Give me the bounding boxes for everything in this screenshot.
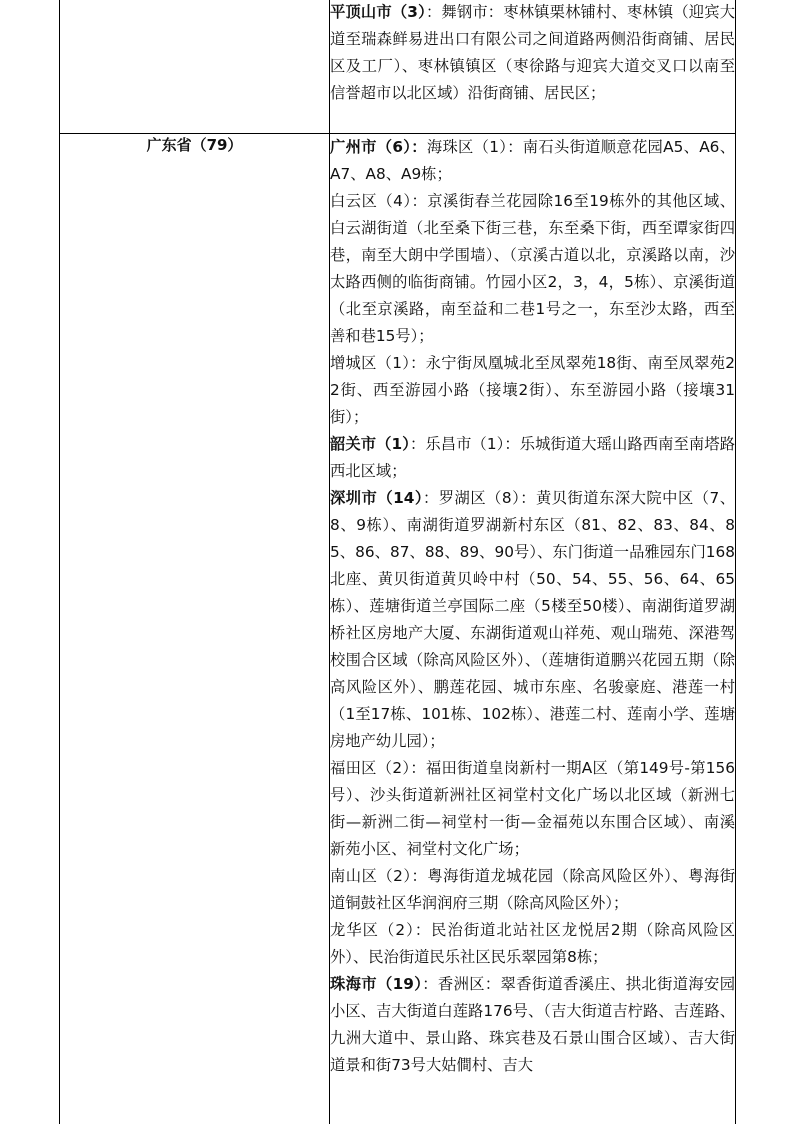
area-list: ：罗湖区（8）：黄贝街道东深大院中区（7、8、9栋）、南湖街道罗湖新村东区（81、82、83、84、85、86、87、88、89、90号）、东门街道一品雅园东门168北座、黄贝街道黄贝岭中村（50、54、55、56、64、65栋）、莲塘街道兰亭国际二座（5楼至50楼）、南湖街道罗湖桥社区房地产大厦、东湖街道观山祥苑、观山瑞苑、深港驾校围合区域（除高风险区外）、（莲塘街道鹏兴花园五期（除高风险区外）、鹏莲花园、城市东座、名骏豪庭、港莲一村（1至17栋、101栋、102栋）、港莲二村、莲南小学、莲塘房地产幼儿园）； xyxy=(330,489,735,750)
area-list: 南山区（2）：粤海街道龙城花园（除高风险区外）、粤海街道铜鼓社区华润润府三期（除高风险区外）； xyxy=(330,867,735,912)
content-cell xyxy=(330,134,736,1124)
entry-paragraph xyxy=(330,350,735,431)
entry-paragraph xyxy=(330,755,735,863)
area-list: ：香洲区：翠香街道香溪庄、拱北街道海安园小区、吉大街道白莲路176号、（吉大街道吉柠路、吉莲路、九洲大道中、景山路、珠宾巷及石景山围合区域）、吉大街道景和街73号大姑僴村、吉大 xyxy=(330,975,735,1074)
city-name: 广州市（6）： xyxy=(330,138,427,156)
entry-paragraph xyxy=(330,134,735,188)
city-name: 平顶山市（3） xyxy=(330,3,426,21)
city-name: 韶关市（1） xyxy=(330,435,410,453)
entry-paragraph xyxy=(330,917,735,971)
entry-paragraph xyxy=(330,971,735,1079)
area-list: ：舞钢市：枣林镇栗林铺村、枣林镇（迎宾大道至瑞森鲜易进出口有限公司之间道路两侧沿街商铺、居民区及工厂）、枣林镇镇区（枣徐路与迎宾大道交叉口以南至信誉超市以北区域）沿街商铺、居民区； xyxy=(330,3,735,102)
province-cell xyxy=(60,0,330,134)
area-list: 福田区（2）：福田街道皇岗新村一期A区（第149号-第156号）、沙头街道新洲社区祠堂村文化广场以北区域（新洲七街—新洲二街—祠堂村一街—金福苑以东围合区域）、南溪新苑小区、祠堂村文化广场； xyxy=(330,759,735,858)
entry-paragraph xyxy=(330,485,735,755)
area-list: 增城区（1）：永宁街凤凰城北至凤翠苑18街、南至凤翠苑22街、西至游园小路（接壤2街）、东至游园小路（接壤31街）； xyxy=(330,354,735,426)
entry-paragraph xyxy=(330,863,735,917)
entry-paragraph xyxy=(330,431,735,485)
risk-area-table xyxy=(59,0,736,1124)
table-row xyxy=(60,134,736,1124)
province-cell: 广东省（79） xyxy=(60,134,330,1124)
table-row xyxy=(60,0,736,134)
city-name: 深圳市（14） xyxy=(330,489,423,507)
area-list: ：乐昌市（1）：乐城街道大瑶山路西南至南塔路西北区域； xyxy=(330,435,735,480)
entry-paragraph xyxy=(330,0,735,107)
area-list: 龙华区（2）：民治街道北站社区龙悦居2期（除高风险区外）、民治街道民乐社区民乐翠园第8栋； xyxy=(330,921,735,966)
content-cell xyxy=(330,0,736,134)
entry-paragraph xyxy=(330,188,735,350)
area-list: 海珠区（1）：南石头街道顺意花园A5、A6、A7、A8、A9栋； xyxy=(330,138,735,183)
area-list: 白云区（4）：京溪街春兰花园除16至19栋外的其他区域、白云湖街道（北至桑下街三巷，东至桑下街，西至谭家街四巷，南至大朗中学围墙）、（京溪古道以北，京溪路以南，沙太路西侧的临街商铺。竹园小区2，3，4，5栋）、京溪街道（北至京溪路，南至益和二巷1号之一，东至沙太路，西至善和巷15号）； xyxy=(330,192,735,345)
city-name: 珠海市（19） xyxy=(330,975,422,993)
